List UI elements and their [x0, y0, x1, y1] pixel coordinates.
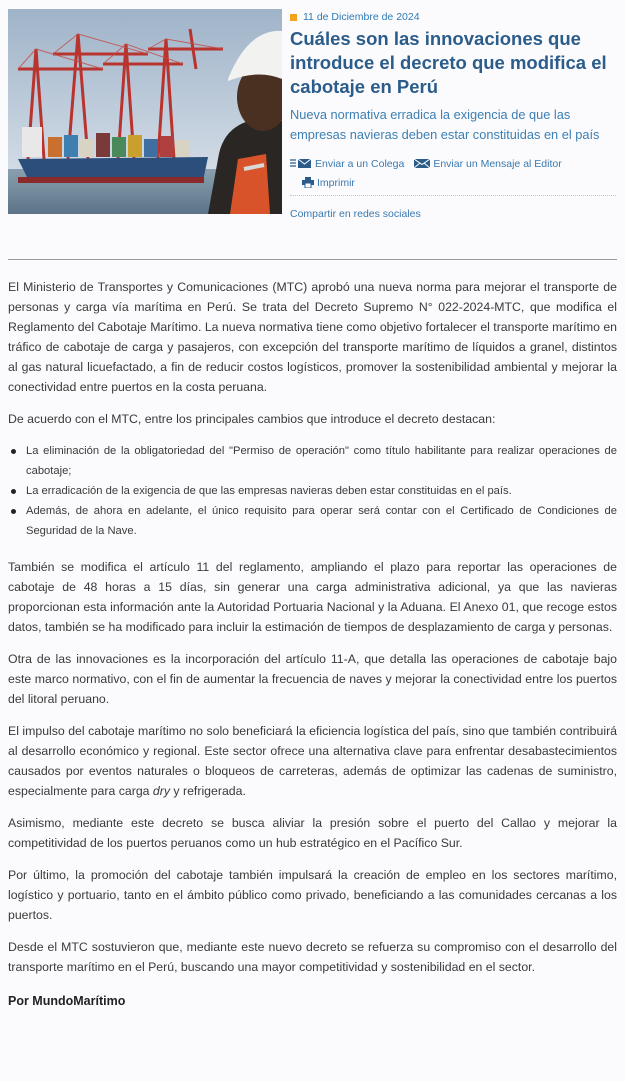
paragraph: Por último, la promoción del cabotaje también impulsará la creación de empleo en los sectores marítimo, logístico y portuario, tanto en el ámbito público como privado, beneficiando a las comunidades cercanas a los puertos. [8, 868, 617, 922]
list-item: La erradicación de la exigencia de que las empresas navieras deben estar constituidas en el país. [8, 481, 617, 501]
article-meta [290, 10, 618, 220]
paragraph: Desde el MTC sostuvieron que, mediante este nuevo decreto se refuerza su compromiso con el desarrollo del transporte marítimo en el Perú, buscando una mayor competitividad y sostenibilidad en el sector. [8, 940, 617, 974]
date-text: 11 de Diciembre de 2024 [303, 11, 420, 23]
article-title: Cuáles son las innovaciones que introduce el decreto que modifica el cabotaje en Perú [290, 28, 607, 97]
italic-term: dry [152, 784, 171, 798]
article-body [8, 277, 617, 1011]
send-editor-link[interactable] [414, 156, 561, 171]
changes-list [8, 441, 617, 541]
paragraph: Otra de las innovaciones es la incorporación del artículo 11-A, que detalla las operaciones de cabotaje bajo este marco normativo, con el fin de aumentar la frecuencia de naves y mejorar la conectividad entre los puertos del litoral peruano. [8, 652, 617, 706]
send-editor-label: Enviar un Mensaje al Editor [433, 157, 562, 170]
actions-divider [290, 195, 616, 196]
list-item: La eliminación de la obligatoriedad del "Permiso de operación" como título habilitante para realizar operaciones de cabotaje; [8, 441, 617, 481]
share-social-link[interactable]: Compartir en redes sociales [290, 208, 421, 220]
article-header [0, 0, 625, 240]
send-colleague-label: Enviar a un Colega [315, 157, 405, 170]
envelope-icon [414, 158, 430, 169]
printer-icon [302, 177, 314, 188]
mail-forward-icon [290, 158, 312, 169]
paragraph-text: El impulso del cabotaje marítimo no solo beneficiará la eficiencia logística del país, sino que también contribuirá al desarrollo económico y regional. Este sector ofrece una alternativa clave para enfrentar desabastecimientos causados por eventos naturales o bloqueos de carreteras, además de optimizar las cadenas de suministro, especialmente para carga [8, 724, 617, 798]
article-actions [290, 156, 590, 190]
header-separator [8, 259, 617, 260]
list-item: Además, de ahora en adelante, el único requisito para operar será contar con el Certificado de Condiciones de Seguridad de la Nave. [8, 501, 617, 541]
paragraph [8, 721, 617, 801]
port-cranes-photo-icon [8, 9, 282, 214]
send-colleague-link[interactable] [290, 156, 404, 171]
paragraph: También se modifica el artículo 11 del reglamento, ampliando el plazo para reportar las operaciones de cabotaje de 48 horas a 15 días, sin generar una carga administrativa adicional, ya que las navieras proporcionan esta información ante la Autoridad Portuaria Nacional y la Aduana. El Anexo 01, que recoge estos datos, también se ha modificado para incluir la estimación de tiempos de desplazamiento de carga y personas. [8, 560, 617, 634]
date-marker-icon [290, 14, 297, 21]
article-byline: Por MundoMarítimo [8, 994, 126, 1008]
paragraph: El Ministerio de Transportes y Comunicaciones (MTC) aprobó una nueva norma para mejorar el transporte de personas y carga vía marítima en Perú. Se trata del Decreto Supremo N° 022-2024-MTC, que modifica el Reglamento del Cabotaje Marítimo. La nueva normativa tiene como objetivo fortalecer el transporte marítimo en tráfico de cabotaje de carga y pasajeros, con excepción del transporte marítimo de líquidos a granel, distintos al gas natural licuefactado, a fin de reducir costos logísticos, promover la sostenibilidad ambiental y mejorar la conectividad entre puertos en la costa peruana. [8, 280, 618, 394]
article-subtitle: Nueva normativa erradica la exigencia de que las empresas navieras deben estar constituidas en el país [290, 107, 600, 142]
paragraph-text: y refrigerada. [170, 784, 246, 798]
article-date [290, 10, 618, 24]
paragraph: De acuerdo con el MTC, entre los principales cambios que introduce el decreto destacan: [8, 412, 496, 426]
print-label: Imprimir [317, 176, 355, 189]
hero-image [8, 9, 282, 214]
paragraph: Asimismo, mediante este decreto se busca aliviar la presión sobre el puerto del Callao y mejorar la competitividad de los puertos peruanos como un hub estratégico en el Pacífico Sur. [8, 816, 617, 850]
print-link[interactable] [302, 175, 355, 190]
